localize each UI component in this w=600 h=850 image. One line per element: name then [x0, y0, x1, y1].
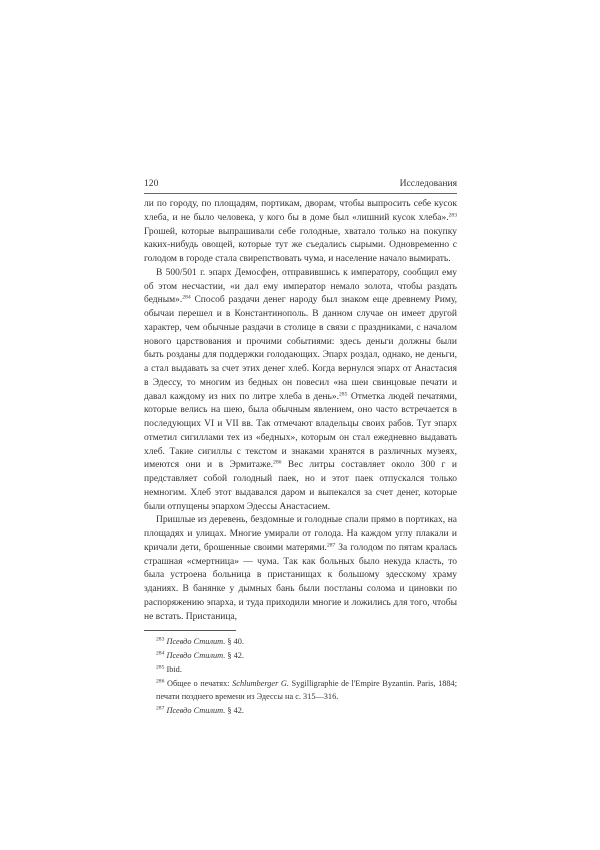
footnote-number: 286 — [156, 678, 165, 685]
running-head: Исследования — [399, 178, 457, 189]
footnote-item — [144, 635, 457, 649]
paragraph-text: Способ раздачи денег народу был знаком еще древнему Риму, обычаи перешел и в Константинополь. В данном случае он имеет другой характер, чем обычные раздачи в столице в связи с праздниками, с началом нового царствования и прочими событиями: здесь деньги должны были быть розданы для поддержки голодающих. Эпарх роздал, однако, не деньги, а стал выдавать за счет этих денег хлеб. Когда вернулся эпарх от Анастасия в Эдессу, то многим из бедных он повесил «на шеи свинцовые печати и давал каждому из них по литре хлеба в день». — [144, 295, 457, 402]
footnote-ref[interactable]: 287 — [326, 542, 336, 549]
footnote-text: § 42. — [227, 706, 244, 716]
paragraph-text: Отметка людей печатями, которые велись на шею, была обычным явлением, оно часто встречается в последующих VI и VII вв. Так отмечают владельцы своих рабов. Тут эпарх отметил сигиллами тех из «бедных», которым он стал ежедневно выдавать хлеб. Такие сигиллы с текстом и знаками хранятся в различных музеях, имеются они и в Эрмитаже. — [144, 391, 458, 471]
footnote-item — [144, 677, 457, 705]
paragraph-text: В 500/501 г. эпарх Демосфен, отправившись к императору, сообщил ему об этом несчастии, «и дал ему император немало золота, чтобы раздать бедным». — [144, 267, 457, 306]
book-page — [144, 177, 457, 718]
paragraph-3 — [144, 514, 457, 624]
footnote-ref[interactable]: 283 — [448, 212, 457, 219]
footnote-divider — [144, 630, 236, 631]
footnote-number: 285 — [156, 664, 165, 671]
footnote-text: Sygilligraphie de l'Empire Byzantin. Paris, 1884; печати позднего времени из Эдессы на с. 315—316. — [156, 678, 458, 702]
paragraph-text: Вес литры составляет около 300 г и представляет собой голодный паек, но и этот паек отпускался только немногим. Хлеб этот выдавался даром и выпекался за счет денег, которые были отпущены эпархом Эдессы Анастасием. — [144, 460, 458, 512]
paragraph-text: Грошей, которые выпрашивали себе голодные, хватало только на покупку каких-нибудь овощей, которые тут же съедались сырыми. Одновременно с голодом в городе стала свирепствовать чума, и население начало вымирать. — [144, 226, 457, 264]
footnote-text: § 40. — [227, 637, 244, 647]
paragraph-text: Пришлые из деревень, бездомные и голодные спали прямо в портиках, на площадях и улицах. Многие умирали от голода. На каждом углу плакали и кричали дети, брошенные своими матерями. — [144, 515, 457, 553]
footnote-author: Schlumberger G. — [232, 678, 289, 688]
footnote-ref[interactable]: 284 — [182, 294, 191, 301]
page-number: 120 — [144, 178, 159, 189]
footnote-text: Общее о печатях: — [166, 678, 230, 688]
footnote-item — [144, 704, 457, 718]
footnote-author: Псевдо Стилит. — [166, 637, 226, 647]
footnote-number: 283 — [156, 636, 165, 643]
footnotes — [144, 635, 457, 718]
footnote-item — [144, 649, 457, 663]
footnote-ref[interactable]: 286 — [273, 459, 282, 466]
footnote-number: 284 — [156, 650, 165, 657]
paragraph-text: За голодом по пятам кралась страшная «смертница» — чума. Так как больных было некуда класть, то была устроена больница в пристанищах к большому эдесскому храму зданиях. В банянке у дымных бань были постланы солома и циновки по распоряжению эпарха, и туда приходили многие и ложились для того, чтобы не встать. Пристаница, — [144, 542, 457, 622]
footnote-item — [144, 663, 457, 677]
paragraph-1 — [144, 198, 457, 267]
footnote-author: Псевдо Стилит. — [166, 651, 226, 661]
paragraph-text: ли по городу, по площадям, портикам, дворам, чтобы выпросить себе кусок хлеба, и не было человека, у кого бы в доме был «лишний кусок хлеба». — [144, 199, 457, 223]
footnote-author: Псевдо Стилит. — [166, 706, 226, 716]
page-header — [144, 177, 457, 194]
footnote-number: 287 — [156, 705, 165, 712]
paragraph-2 — [144, 267, 457, 515]
footnote-ref[interactable]: 285 — [339, 391, 348, 397]
footnote-text: § 42. — [227, 651, 244, 661]
footnote-text: Ibid. — [166, 664, 182, 674]
body-text — [144, 198, 457, 624]
